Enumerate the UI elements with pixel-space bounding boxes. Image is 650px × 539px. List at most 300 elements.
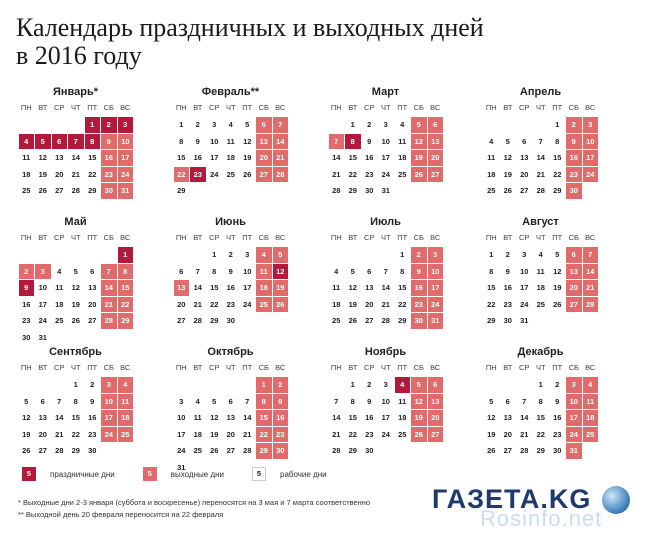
- weekend-cell: 11: [118, 394, 134, 410]
- legend-swatch: 5: [22, 467, 36, 481]
- weekend-cell: 20: [428, 410, 444, 426]
- day-cell: 25: [398, 429, 407, 439]
- day-cell: 6: [367, 266, 372, 276]
- weekday-label: ЧТ: [535, 103, 546, 112]
- weekend-cell: 4: [583, 377, 599, 393]
- month-name: Октябрь: [207, 346, 254, 358]
- day-cell: 23: [503, 299, 512, 309]
- empty-cell: [328, 247, 345, 264]
- weekend-cell: 24: [118, 167, 134, 183]
- day-cell: 29: [71, 446, 80, 455]
- weekday-label: ЧТ: [70, 103, 81, 112]
- day-cell: 13: [38, 413, 47, 422]
- weekday-label: ЧТ: [535, 233, 546, 242]
- day-cell: 20: [177, 299, 186, 309]
- weekday-label: ВС: [275, 103, 286, 112]
- legend-label: праздничные дни: [50, 469, 115, 479]
- day-cell: 22: [348, 169, 357, 179]
- weekday-label: ВТ: [38, 233, 48, 242]
- day-cell: 11: [193, 413, 202, 422]
- weekday-label: СР: [209, 363, 220, 372]
- day-cell: 26: [487, 446, 496, 455]
- weekday-label: ВС: [430, 363, 441, 372]
- weekend-cell: 31: [566, 443, 582, 459]
- weekday-label: СБ: [103, 103, 114, 112]
- day-cell: 20: [503, 429, 512, 439]
- weekend-cell: 5: [273, 247, 289, 263]
- month-grid: [483, 360, 638, 459]
- empty-cell: [18, 377, 35, 394]
- legend-item-weekend: [143, 467, 224, 481]
- weekend-cell: 2: [19, 264, 35, 280]
- day-cell: 15: [210, 283, 219, 292]
- weekday-label: ЧТ: [380, 233, 391, 242]
- day-cell: 21: [55, 429, 64, 439]
- day-cell: 11: [55, 283, 64, 292]
- day-cell: 6: [40, 396, 45, 406]
- day-cell: 29: [398, 316, 407, 325]
- weekend-cell: 22: [174, 167, 190, 183]
- weekday-label: ВС: [585, 103, 596, 112]
- weekend-cell: 10: [118, 134, 134, 150]
- day-cell: 9: [90, 396, 95, 406]
- month-grid: [328, 360, 483, 459]
- day-cell: 15: [348, 153, 357, 162]
- day-cell: 1: [555, 120, 560, 129]
- day-cell: 25: [487, 186, 496, 195]
- day-cell: 12: [210, 413, 219, 422]
- day-cell: 3: [212, 120, 217, 129]
- weekday-label: СР: [54, 363, 65, 372]
- weekend-cell: 23: [273, 427, 289, 443]
- day-cell: 1: [179, 120, 184, 129]
- weekend-cell: 20: [256, 150, 272, 166]
- day-cell: 8: [489, 266, 494, 276]
- weekend-cell: 17: [428, 280, 444, 296]
- day-cell: 11: [487, 153, 496, 162]
- day-cell: 14: [332, 153, 341, 162]
- month-calendar: [18, 344, 173, 474]
- day-cell: 2: [505, 250, 510, 259]
- day-cell: 15: [348, 413, 357, 422]
- empty-cell: [206, 377, 223, 394]
- day-cell: 10: [177, 413, 186, 422]
- weekend-cell: 5: [411, 117, 427, 133]
- weekend-cell: 27: [428, 167, 444, 183]
- weekday-label: СР: [209, 233, 220, 242]
- day-cell: 21: [243, 429, 252, 439]
- day-cell: 6: [90, 266, 95, 276]
- weekend-cell: 12: [411, 394, 427, 410]
- weekend-cell: 14: [273, 134, 289, 150]
- day-cell: 1: [400, 250, 405, 259]
- day-cell: 15: [487, 283, 496, 292]
- day-cell: 5: [212, 396, 217, 406]
- empty-cell: [378, 247, 395, 264]
- empty-cell: [500, 117, 517, 134]
- day-cell: 14: [520, 413, 529, 422]
- weekday-label: СБ: [258, 103, 269, 112]
- weekend-cell: 10: [566, 394, 582, 410]
- day-cell: 8: [212, 266, 217, 276]
- day-cell: 16: [88, 413, 97, 422]
- day-cell: 25: [332, 316, 341, 325]
- weekend-cell: 24: [583, 167, 599, 183]
- day-cell: 30: [553, 446, 562, 455]
- weekend-cell: 9: [273, 394, 289, 410]
- weekend-cell: 17: [566, 410, 582, 426]
- weekday-label: ВТ: [348, 363, 358, 372]
- weekend-cell: 6: [428, 117, 444, 133]
- weekend-cell: 20: [566, 280, 582, 296]
- weekend-cell: 19: [411, 410, 427, 426]
- weekend-cell: 4: [256, 247, 272, 263]
- weekday-label: ВС: [430, 233, 441, 242]
- day-cell: 27: [177, 316, 186, 325]
- weekday-label: ПН: [175, 363, 187, 372]
- day-cell: 26: [348, 316, 357, 325]
- month-name: Ноябрь: [364, 346, 407, 358]
- day-cell: 19: [553, 283, 562, 292]
- weekday-label: ЧТ: [225, 363, 236, 372]
- weekend-cell: 19: [273, 280, 289, 296]
- holiday-cell: 6: [52, 134, 68, 150]
- weekend-cell: 3: [566, 377, 582, 393]
- day-cell: 30: [503, 316, 512, 325]
- day-cell: 18: [332, 299, 341, 309]
- weekend-cell: 16: [566, 150, 582, 166]
- month-name: Июль: [370, 216, 401, 228]
- weekend-cell: 2: [273, 377, 289, 393]
- day-cell: 10: [243, 266, 252, 276]
- empty-cell: [533, 117, 550, 134]
- day-cell: 19: [243, 153, 252, 162]
- day-cell: 7: [245, 396, 250, 406]
- weekend-cell: 20: [428, 150, 444, 166]
- weekend-cell: 7: [583, 247, 599, 263]
- day-cell: 2: [90, 380, 95, 389]
- day-cell: 26: [38, 186, 47, 195]
- holiday-cell: 2: [101, 117, 117, 133]
- day-cell: 6: [228, 396, 233, 406]
- weekend-cell: 7: [273, 117, 289, 133]
- empty-cell: [101, 247, 118, 264]
- day-cell: 10: [381, 136, 390, 146]
- day-cell: 11: [536, 266, 545, 276]
- day-cell: 4: [57, 266, 62, 276]
- day-cell: 31: [38, 332, 47, 342]
- day-cell: 22: [536, 429, 545, 439]
- weekday-label: ПТ: [242, 233, 253, 242]
- day-cell: 3: [383, 120, 388, 129]
- day-cell: 2: [367, 120, 372, 129]
- day-cell: 22: [88, 169, 97, 179]
- day-cell: 22: [348, 429, 357, 439]
- weekday-label: ПТ: [87, 103, 98, 112]
- weekend-cell: 6: [256, 117, 272, 133]
- weekend-cell: 8: [256, 394, 272, 410]
- weekend-cell: 25: [256, 297, 272, 313]
- day-cell: 3: [522, 250, 527, 259]
- weekend-cell: 13: [428, 394, 444, 410]
- weekend-cell: 24: [101, 427, 117, 443]
- day-cell: 21: [193, 299, 202, 309]
- day-cell: 13: [365, 283, 374, 292]
- day-cell: 5: [245, 120, 250, 129]
- day-cell: 29: [553, 186, 562, 195]
- month-grid: [483, 230, 638, 329]
- empty-cell: [173, 377, 190, 394]
- day-cell: 18: [398, 153, 407, 162]
- weekday-label: ВТ: [193, 103, 203, 112]
- day-cell: 1: [538, 380, 543, 389]
- day-cell: 7: [383, 266, 388, 276]
- weekday-label: ПН: [175, 233, 187, 242]
- holiday-cell: 3: [118, 117, 134, 133]
- weekend-cell: 29: [256, 443, 272, 459]
- empty-cell: [328, 117, 345, 134]
- day-cell: 20: [226, 429, 235, 439]
- holiday-cell: 9: [19, 280, 35, 296]
- day-cell: 12: [553, 266, 562, 276]
- footnote-2: ** Выходной день 20 февраля переносится на 22 февраля: [18, 510, 224, 519]
- weekend-cell: 15: [118, 280, 134, 296]
- logo: ГАЗЕТА.KG: [432, 484, 592, 514]
- day-cell: 21: [71, 169, 80, 179]
- weekend-cell: 21: [101, 297, 117, 313]
- month-calendar: [18, 84, 173, 214]
- day-cell: 31: [520, 316, 529, 325]
- day-cell: 26: [553, 299, 562, 309]
- empty-cell: [35, 247, 52, 264]
- day-cell: 19: [22, 429, 31, 439]
- day-cell: 30: [365, 186, 374, 195]
- weekday-label: СР: [54, 103, 65, 112]
- month-calendar: [483, 214, 638, 344]
- day-cell: 22: [210, 299, 219, 309]
- day-cell: 4: [538, 250, 543, 259]
- weekday-label: СБ: [258, 363, 269, 372]
- weekend-cell: 9: [411, 264, 427, 280]
- month-grid: [328, 100, 483, 199]
- empty-cell: [18, 117, 35, 134]
- day-cell: 9: [367, 396, 372, 406]
- day-cell: 17: [520, 283, 529, 292]
- month-calendar: [18, 214, 173, 344]
- day-cell: 29: [536, 446, 545, 455]
- weekend-cell: 30: [411, 313, 427, 329]
- empty-cell: [483, 117, 500, 134]
- weekend-cell: 31: [118, 183, 134, 199]
- day-cell: 12: [71, 283, 80, 292]
- weekend-cell: 31: [428, 313, 444, 329]
- weekday-label: ПН: [330, 233, 342, 242]
- weekday-label: ВТ: [503, 103, 513, 112]
- day-cell: 23: [226, 299, 235, 309]
- weekday-label: ЧТ: [70, 233, 81, 242]
- weekend-cell: 27: [566, 297, 582, 313]
- day-cell: 21: [381, 299, 390, 309]
- empty-cell: [361, 247, 378, 264]
- weekend-cell: 28: [101, 313, 117, 329]
- day-cell: 30: [22, 332, 31, 342]
- day-cell: 8: [350, 396, 355, 406]
- day-cell: 20: [55, 169, 64, 179]
- weekend-cell: 23: [566, 167, 582, 183]
- month-calendar: [483, 344, 638, 474]
- legend-label: выходные дни: [170, 469, 224, 479]
- weekday-label: ПН: [175, 103, 187, 112]
- weekday-label: ПТ: [242, 363, 253, 372]
- weekend-cell: 22: [118, 297, 134, 313]
- weekend-cell: 7: [329, 134, 345, 150]
- weekend-cell: 7: [101, 264, 117, 280]
- day-cell: 16: [503, 283, 512, 292]
- day-cell: 15: [536, 413, 545, 422]
- day-cell: 21: [536, 169, 545, 179]
- weekend-cell: 18: [256, 280, 272, 296]
- day-cell: 14: [536, 153, 545, 162]
- day-cell: 6: [505, 396, 510, 406]
- empty-cell: [190, 377, 207, 394]
- weekend-cell: 16: [273, 410, 289, 426]
- day-cell: 1: [489, 250, 494, 259]
- weekday-label: ПН: [485, 363, 497, 372]
- holiday-cell: 8: [345, 134, 361, 150]
- weekday-label: ВТ: [348, 233, 358, 242]
- day-cell: 12: [243, 136, 252, 146]
- weekend-cell: 25: [583, 427, 599, 443]
- weekday-label: ПТ: [87, 233, 98, 242]
- day-cell: 22: [398, 299, 407, 309]
- empty-cell: [500, 377, 517, 394]
- day-cell: 15: [553, 153, 562, 162]
- legend-label: рабочие дни: [280, 469, 327, 479]
- weekday-label: СР: [519, 103, 530, 112]
- day-cell: 12: [22, 413, 31, 422]
- day-cell: 20: [88, 299, 97, 309]
- holiday-cell: 7: [68, 134, 84, 150]
- weekday-label: ПН: [485, 233, 497, 242]
- day-cell: 25: [536, 299, 545, 309]
- legend-item-workday: [252, 467, 327, 481]
- weekday-label: ПН: [20, 363, 32, 372]
- day-cell: 13: [55, 153, 64, 162]
- day-cell: 20: [365, 299, 374, 309]
- day-cell: 28: [381, 316, 390, 325]
- day-cell: 2: [367, 380, 372, 389]
- day-cell: 15: [398, 283, 407, 292]
- weekday-label: ПН: [485, 103, 497, 112]
- day-cell: 25: [193, 446, 202, 455]
- day-cell: 24: [38, 316, 47, 325]
- title-line-2: в 2016 году: [16, 41, 142, 70]
- weekday-label: ЧТ: [225, 103, 236, 112]
- footnote-1: * Выходные дни 2-3 января (суббота и воскресенье) переносятся на 3 мая и 7 марта соответственно: [18, 498, 371, 507]
- day-cell: 24: [177, 446, 186, 455]
- day-cell: 24: [381, 429, 390, 439]
- day-cell: 13: [520, 153, 529, 162]
- day-cell: 19: [71, 299, 80, 309]
- weekend-cell: 21: [583, 280, 599, 296]
- day-cell: 16: [553, 413, 562, 422]
- month-grid: [328, 230, 483, 329]
- day-cell: 29: [88, 186, 97, 195]
- day-cell: 14: [243, 413, 252, 422]
- month-name: Июнь: [215, 216, 246, 228]
- weekday-label: ПТ: [397, 363, 408, 372]
- weekend-cell: 17: [101, 410, 117, 426]
- day-cell: 2: [195, 120, 200, 129]
- day-cell: 30: [226, 316, 235, 325]
- day-cell: 3: [383, 380, 388, 389]
- weekday-label: СР: [54, 233, 65, 242]
- weekday-label: ЧТ: [535, 363, 546, 372]
- weekend-cell: 6: [428, 377, 444, 393]
- empty-cell: [190, 247, 207, 264]
- weekend-cell: 24: [428, 297, 444, 313]
- day-cell: 12: [38, 153, 47, 162]
- weekday-label: ПТ: [552, 363, 563, 372]
- weekday-label: ЧТ: [380, 363, 391, 372]
- weekend-cell: 3: [101, 377, 117, 393]
- weekday-label: ВТ: [503, 363, 513, 372]
- empty-cell: [223, 377, 240, 394]
- day-cell: 4: [228, 120, 233, 129]
- day-cell: 7: [334, 396, 339, 406]
- weekday-label: СР: [364, 363, 375, 372]
- empty-cell: [51, 117, 68, 134]
- weekday-label: СБ: [103, 233, 114, 242]
- day-cell: 25: [226, 169, 235, 179]
- day-cell: 31: [381, 186, 390, 195]
- weekend-cell: 10: [428, 264, 444, 280]
- weekend-cell: 2: [566, 117, 582, 133]
- weekday-label: СБ: [258, 233, 269, 242]
- day-cell: 7: [195, 266, 200, 276]
- day-cell: 1: [350, 380, 355, 389]
- day-cell: 7: [57, 396, 62, 406]
- empty-cell: [84, 247, 101, 264]
- weekend-cell: 17: [583, 150, 599, 166]
- month-grid: [18, 230, 173, 346]
- empty-cell: [68, 117, 85, 134]
- weekend-cell: 24: [566, 427, 582, 443]
- weekend-cell: 9: [101, 134, 117, 150]
- day-cell: 6: [522, 136, 527, 146]
- weekday-label: ВТ: [38, 363, 48, 372]
- month-name: Март: [371, 86, 400, 98]
- day-cell: 23: [22, 316, 31, 325]
- day-cell: 12: [348, 283, 357, 292]
- weekday-label: ВТ: [348, 103, 358, 112]
- day-cell: 5: [555, 250, 560, 259]
- empty-cell: [239, 377, 256, 394]
- day-cell: 9: [505, 266, 510, 276]
- weekday-label: ПН: [330, 103, 342, 112]
- weekday-label: ВС: [585, 363, 596, 372]
- empty-cell: [51, 377, 68, 394]
- day-cell: 4: [400, 120, 405, 129]
- empty-cell: [18, 247, 35, 264]
- day-cell: 16: [365, 153, 374, 162]
- weekend-cell: 10: [583, 134, 599, 150]
- weekday-label: СР: [209, 103, 220, 112]
- holiday-cell: 4: [395, 377, 411, 393]
- weekend-cell: 4: [118, 377, 134, 393]
- weekday-label: ВТ: [193, 233, 203, 242]
- day-cell: 18: [193, 429, 202, 439]
